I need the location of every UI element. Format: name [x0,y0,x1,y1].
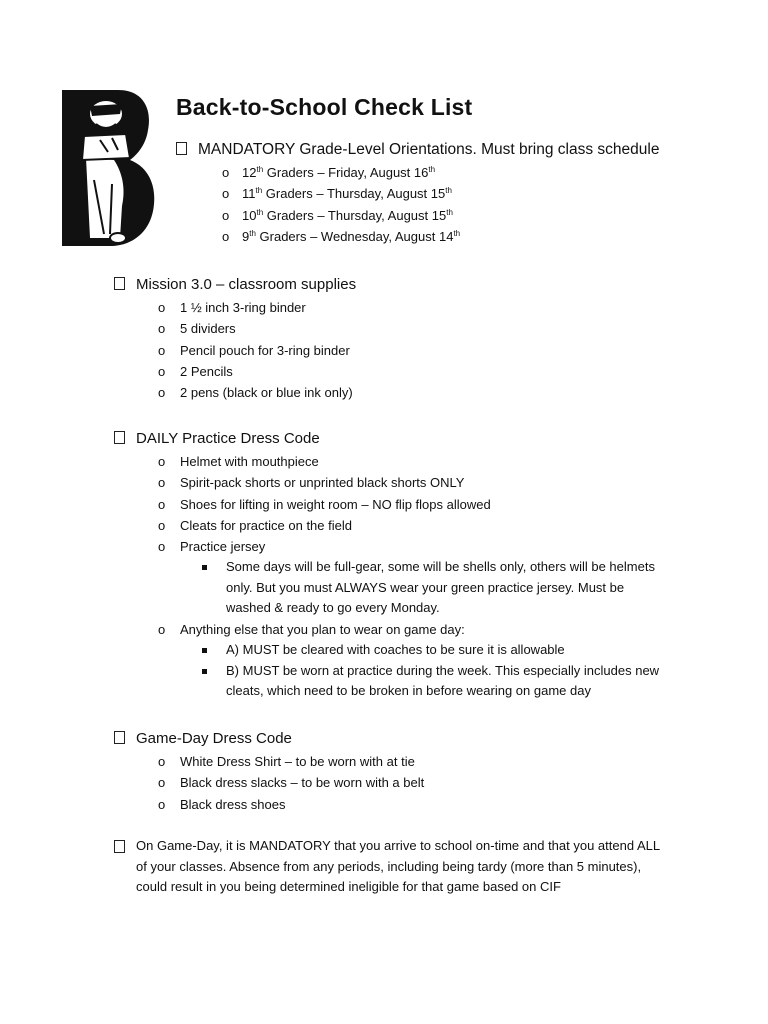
circle-bullet-icon: o [158,385,166,401]
practice-list [114,451,714,702]
checkbox-icon [114,840,125,853]
list-item: o 2 pens (black or blue ink only) [114,382,714,403]
supplies-heading: Mission 3.0 – classroom supplies [114,275,714,297]
list-item: o Pencil pouch for 3-ring binder [114,340,714,361]
gameday-section [114,729,714,815]
checkbox-icon [176,142,187,155]
list-item: o 12th Graders – Friday, August 16th [176,162,768,183]
list-item: o 2 Pencils [114,361,714,382]
orientation-list [176,162,768,247]
circle-bullet-icon: o [158,300,166,315]
sublist-item: A) MUST be cleared with coaches to be sure it is allowable [180,640,666,661]
circle-bullet-icon: o [158,796,166,812]
orientation-heading: MANDATORY Grade-Level Orientations. Must bring class schedule [176,140,768,162]
practice-heading: DAILY Practice Dress Code [114,429,714,451]
list-item: o Spirit-pack shorts or unprinted black shorts ONLY [114,472,714,493]
note-text: On Game-Day, it is MANDATORY that you arrive to school on-time and that you attend ALL of your classes. Absence from any periods, including being tardy (more than 5 minutes), could result in you being determined ineligible for that game based on CIF [136,838,660,894]
checkbox-icon [114,277,125,290]
square-bullet-icon [202,669,207,674]
square-bullet-icon [202,648,207,653]
circle-bullet-icon: o [222,228,230,244]
sublist-item: B) MUST be worn at practice during the week. This especially includes new cleats, which need to be broken in before wearing on game day [180,661,666,702]
gameday-list [114,751,714,815]
circle-bullet-icon: o [158,321,166,337]
list-item: o Practice jersey Some days will be full-gear, some will be shells only, others will be helmets only. But you must ALWAYS wear your green practice jersey. Must be washed & ready to go every Monday. [114,536,714,619]
circle-bullet-icon: o [158,363,166,379]
list-item: o Anything else that you plan to wear on game day: A) MUST be cleared with coaches to be sure it is allowable B) MUST be worn at practice during the week. This especially includes new cleats, which need to be broken in before wearing on game day [114,619,714,702]
supplies-section [114,275,714,403]
circle-bullet-icon: o [222,207,230,223]
list-item: o White Dress Shirt – to be worn with at tie [114,751,714,772]
list-item: o Black dress slacks – to be worn with a belt [114,772,714,793]
list-item: o 5 dividers [114,318,714,339]
list-item: o Shoes for lifting in weight room – NO flip flops allowed [114,494,714,515]
circle-bullet-icon: o [158,621,166,637]
square-bullet-icon [202,565,207,570]
list-item: o 11th Graders – Thursday, August 15th [176,183,768,204]
circle-bullet-icon: o [158,342,166,358]
jersey-sublist [180,557,714,619]
practice-section [114,429,714,702]
circle-bullet-icon: o [158,496,166,512]
circle-bullet-icon: o [158,754,166,769]
gameday-attendance-note [114,836,674,898]
list-item: o 9th Graders – Wednesday, August 14th [176,226,768,247]
circle-bullet-icon: o [158,454,166,469]
gameday-heading: Game-Day Dress Code [114,729,714,751]
school-b-logo [60,88,160,248]
circle-bullet-icon: o [158,775,166,791]
circle-bullet-icon: o [222,186,230,202]
checkbox-icon [114,431,125,444]
list-item: o Black dress shoes [114,794,714,815]
circle-bullet-icon: o [158,475,166,491]
circle-bullet-icon: o [222,165,230,180]
list-item: o 10th Graders – Thursday, August 15th [176,205,768,226]
list-item: o Cleats for practice on the field [114,515,714,536]
circle-bullet-icon: o [158,517,166,533]
checkbox-icon [114,731,125,744]
gameday-wear-sublist [180,640,714,702]
sublist-item: Some days will be full-gear, some will be shells only, others will be helmets only. But you must ALWAYS wear your green practice jersey. Must be washed & ready to go every Monday. [180,557,666,619]
supplies-list [114,297,714,403]
orientation-section [176,140,768,247]
list-item: o 1 ½ inch 3-ring binder [114,297,714,318]
circle-bullet-icon: o [158,539,166,555]
page-title: Back-to-School Check List [176,94,473,120]
list-item: o Helmet with mouthpiece [114,451,714,472]
